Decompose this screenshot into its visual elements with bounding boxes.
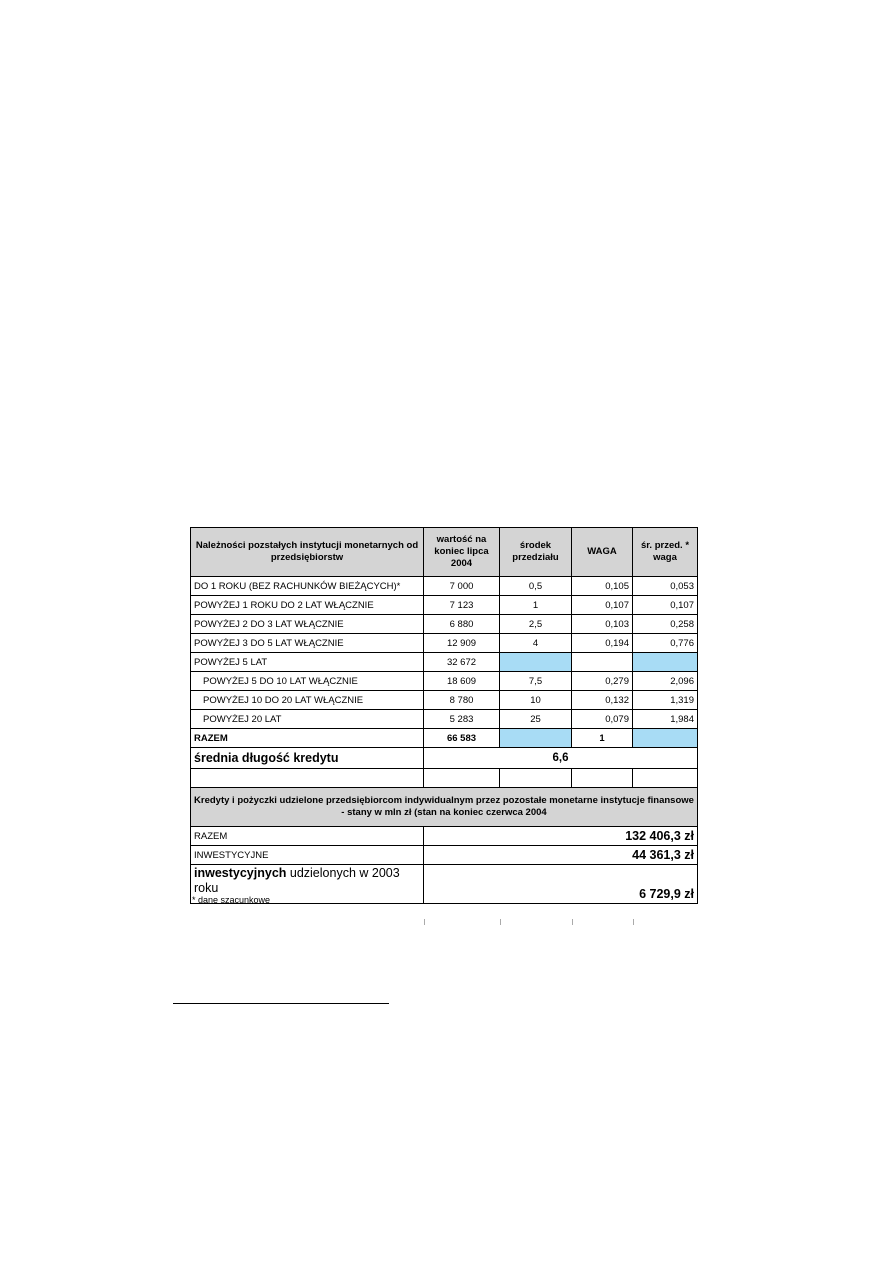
row-label: POWYŻEJ 5 DO 10 LAT WŁĄCZNIE xyxy=(191,672,424,691)
row-value: 32 672 xyxy=(424,653,500,672)
row-product: 1,984 xyxy=(633,710,698,729)
table-row xyxy=(191,691,698,710)
table-row xyxy=(191,672,698,691)
row-mid: 7,5 xyxy=(500,672,572,691)
header-weight: WAGA xyxy=(572,528,633,577)
data-table xyxy=(190,527,697,904)
row-weight: 0,132 xyxy=(572,691,633,710)
divider xyxy=(424,919,425,925)
row-product: 0,053 xyxy=(633,577,698,596)
row-weight: 0,079 xyxy=(572,710,633,729)
average-value: 6,6 xyxy=(424,748,698,769)
footnote-separator xyxy=(173,1003,389,1004)
row-value: 12 909 xyxy=(424,634,500,653)
row-label: DO 1 ROKU (BEZ RACHUNKÓW BIEŻĄCYCH)* xyxy=(191,577,424,596)
row-weight: 0,107 xyxy=(572,596,633,615)
highlight-cell xyxy=(500,729,572,748)
total-weight: 1 xyxy=(572,729,633,748)
row-mid: 10 xyxy=(500,691,572,710)
header-row xyxy=(191,528,698,577)
row-label: POWYŻEJ 1 ROKU DO 2 LAT WŁĄCZNIE xyxy=(191,596,424,615)
row-mid: 25 xyxy=(500,710,572,729)
row-label: POWYŻEJ 3 DO 5 LAT WŁĄCZNIE xyxy=(191,634,424,653)
divider xyxy=(500,919,501,925)
row-value: 18 609 xyxy=(424,672,500,691)
row-weight: 0,103 xyxy=(572,615,633,634)
row-weight: 0,279 xyxy=(572,672,633,691)
row-product: 0,258 xyxy=(633,615,698,634)
highlight-cell xyxy=(500,653,572,672)
row-label: POWYŻEJ 20 LAT xyxy=(191,710,424,729)
average-row xyxy=(191,748,698,769)
row-value: 6 880 xyxy=(424,615,500,634)
row-label: POWYŻEJ 10 DO 20 LAT WŁĄCZNIE xyxy=(191,691,424,710)
row-value: 8 780 xyxy=(424,691,500,710)
total-row xyxy=(191,729,698,748)
row-weight: 0,105 xyxy=(572,577,633,596)
row-value: 5 283 xyxy=(424,710,500,729)
total-value: 66 583 xyxy=(424,729,500,748)
section2-label: INWESTYCYJNE xyxy=(191,846,424,865)
row-mid: 2,5 xyxy=(500,615,572,634)
section2-row xyxy=(191,827,698,846)
row-mid: 4 xyxy=(500,634,572,653)
highlight-cell xyxy=(633,653,698,672)
row-product: 1,319 xyxy=(633,691,698,710)
footnote: * dane szacunkowe xyxy=(192,895,271,905)
row-product: 2,096 xyxy=(633,672,698,691)
highlight-cell xyxy=(633,729,698,748)
section2-row xyxy=(191,846,698,865)
row-value: 7 123 xyxy=(424,596,500,615)
row-product: 0,776 xyxy=(633,634,698,653)
empty-cell xyxy=(572,653,633,672)
empty-row xyxy=(191,769,698,788)
average-label: średnia długość kredytu xyxy=(191,748,424,769)
section2-value: 132 406,3 zł xyxy=(424,827,698,846)
row-mid: 1 xyxy=(500,596,572,615)
section2-title: Kredyty i pożyczki udzielone przedsiębiorcom indywidualnym przez pozostałe monetarne instytucje finansowe - stany w mln zł (stan na koniec czerwca 2004 xyxy=(191,788,698,827)
table-row xyxy=(191,653,698,672)
header-midpoint: środek przedziału xyxy=(500,528,572,577)
divider xyxy=(633,919,634,925)
section2-label: inwestycyjnych udzielonych w 2003 roku xyxy=(191,865,424,904)
row-value: 7 000 xyxy=(424,577,500,596)
header-category: Należności pozstałych instytucji monetarnych od przedsiębiorstw xyxy=(191,528,424,577)
section2-header xyxy=(191,788,698,827)
total-label: RAZEM xyxy=(191,729,424,748)
row-mid: 0,5 xyxy=(500,577,572,596)
header-value: wartość na koniec lipca 2004 xyxy=(424,528,500,577)
divider xyxy=(572,919,573,925)
section2-label: RAZEM xyxy=(191,827,424,846)
row-weight: 0,194 xyxy=(572,634,633,653)
table-row xyxy=(191,577,698,596)
section2-value: 6 729,9 zł xyxy=(424,865,698,904)
header-product: śr. przed. * waga xyxy=(633,528,698,577)
section2-value: 44 361,3 zł xyxy=(424,846,698,865)
row-product: 0,107 xyxy=(633,596,698,615)
table-row xyxy=(191,615,698,634)
row-label: POWYŻEJ 2 DO 3 LAT WŁĄCZNIE xyxy=(191,615,424,634)
table-row xyxy=(191,710,698,729)
table-row xyxy=(191,634,698,653)
row-label: POWYŻEJ 5 LAT xyxy=(191,653,424,672)
table-row xyxy=(191,596,698,615)
